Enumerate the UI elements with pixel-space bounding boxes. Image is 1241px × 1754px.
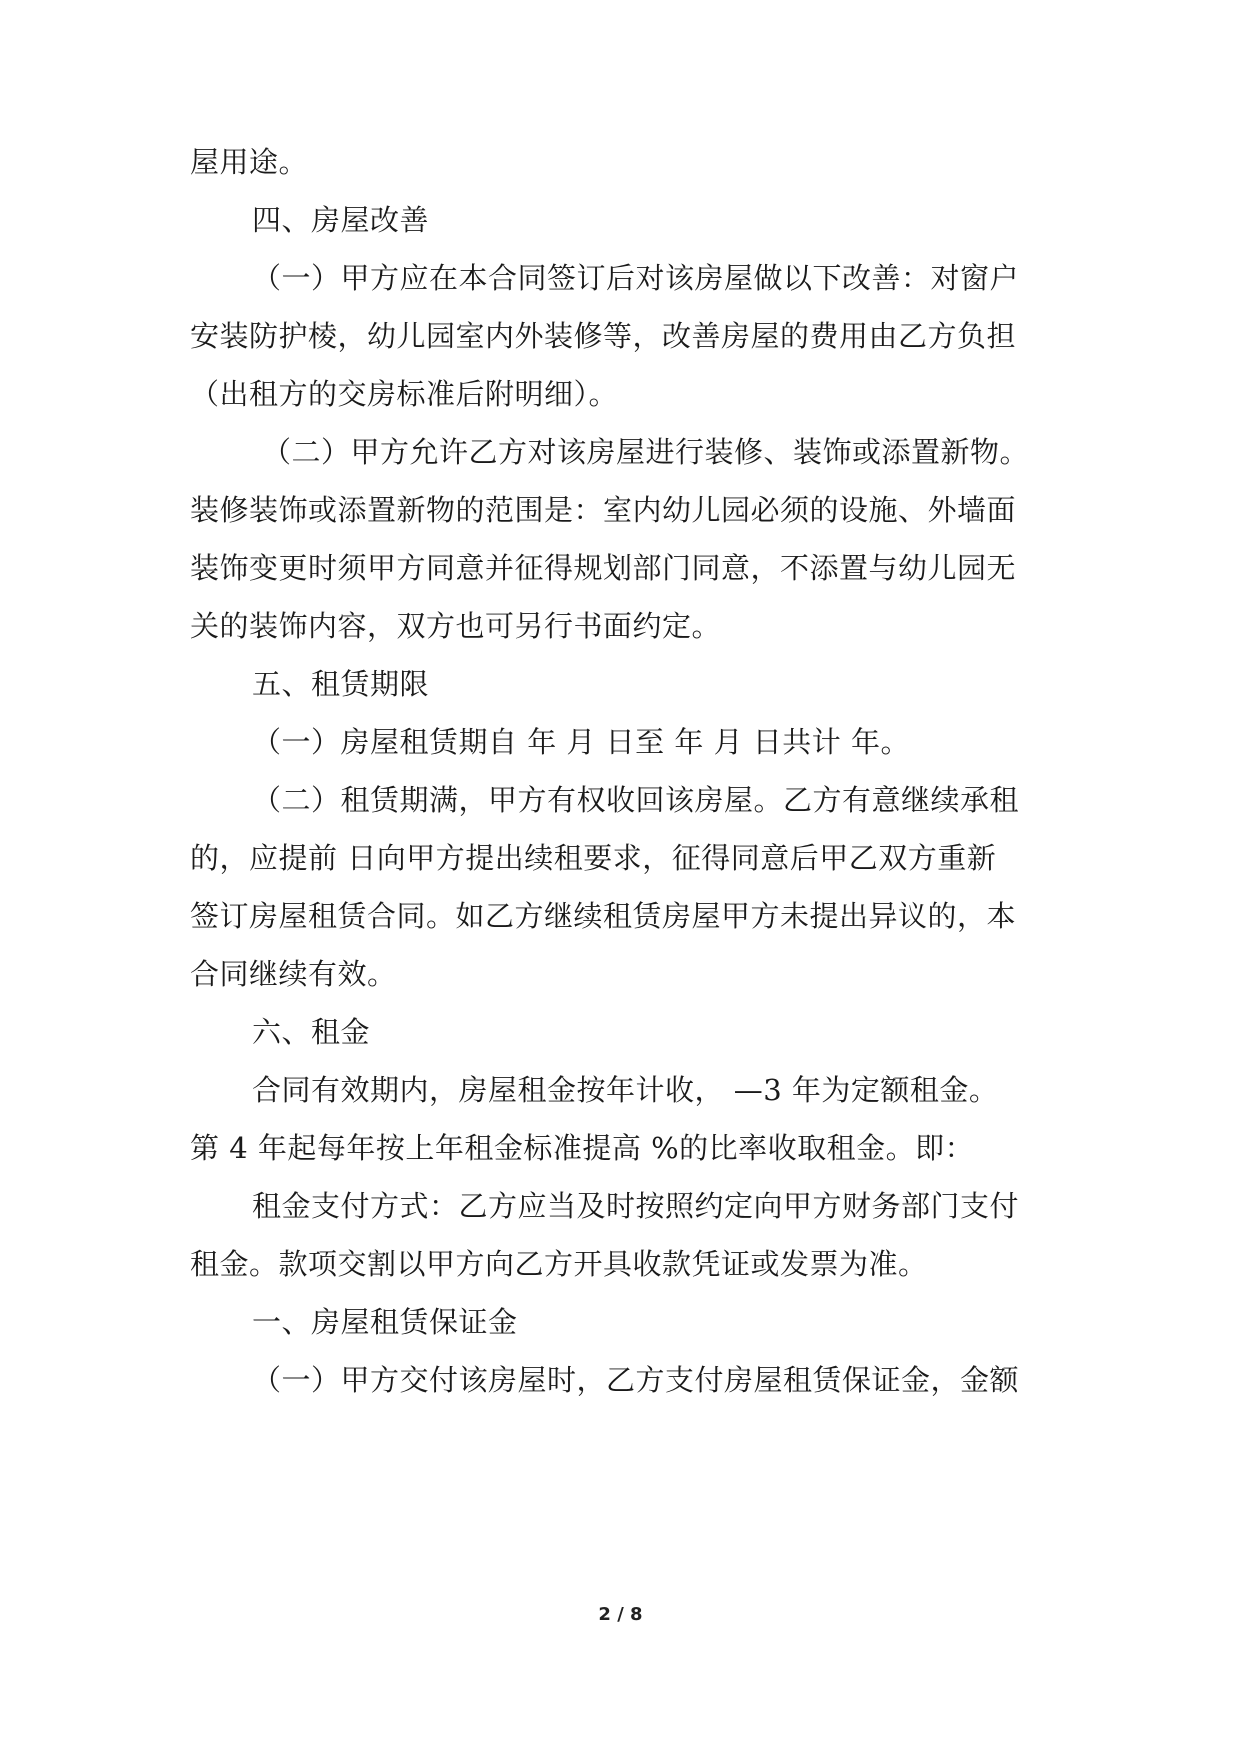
section-heading-four: 四、房屋改善 [252, 203, 430, 237]
text-line-1: 屋用途。 [190, 145, 309, 179]
text-line-15: 合同继续有效。 [190, 957, 397, 991]
text-line-13: 的，应提前 日向甲方提出续租要求，征得同意后甲乙双方重新 [190, 841, 997, 875]
section-heading-five: 五、租赁期限 [252, 667, 430, 701]
text-line-17: 合同有效期内，房屋租金按年计收， —3 年为定额租金。 [252, 1073, 999, 1107]
text-line-9: 关的装饰内容，双方也可另行书面约定。 [190, 609, 722, 643]
text-line-11: （一）房屋租赁期自 年 月 日至 年 月 日共计 年。 [252, 725, 911, 759]
page-number: 2 / 8 [598, 1604, 643, 1625]
text-line-19: 租金支付方式：乙方应当及时按照约定向甲方财务部门支付 [252, 1189, 1020, 1223]
text-line-6: （二）甲方允许乙方对该房屋进行装修、装饰或添置新物。 [262, 435, 1030, 469]
section-heading-six: 六、租金 [252, 1015, 371, 1049]
text-line-12: （二）租赁期满，甲方有权收回该房屋。乙方有意继续承租 [252, 783, 1020, 817]
text-line-18: 第 4 年起每年按上年租金标准提高 %的比率收取租金。即： [190, 1131, 975, 1165]
text-line-22: （一）甲方交付该房屋时，乙方支付房屋租赁保证金，金额 [252, 1363, 1020, 1397]
text-line-7: 装修装饰或添置新物的范围是：室内幼儿园必须的设施、外墙面 [190, 493, 1017, 527]
text-line-20: 租金。款项交割以甲方向乙方开具收款凭证或发票为准。 [190, 1247, 928, 1281]
text-line-3: （一）甲方应在本合同签订后对该房屋做以下改善：对窗户 [252, 261, 1020, 295]
text-line-4: 安装防护棱，幼儿园室内外装修等，改善房屋的费用由乙方负担 [190, 319, 1017, 353]
text-line-8: 装饰变更时须甲方同意并征得规划部门同意，不添置与幼儿园无 [190, 551, 1017, 585]
text-line-14: 签订房屋租赁合同。如乙方继续租赁房屋甲方未提出异议的，本 [190, 899, 1017, 933]
text-line-5: （出租方的交房标准后附明细）。 [190, 377, 619, 411]
section-heading-one: 一、房屋租赁保证金 [252, 1305, 518, 1339]
